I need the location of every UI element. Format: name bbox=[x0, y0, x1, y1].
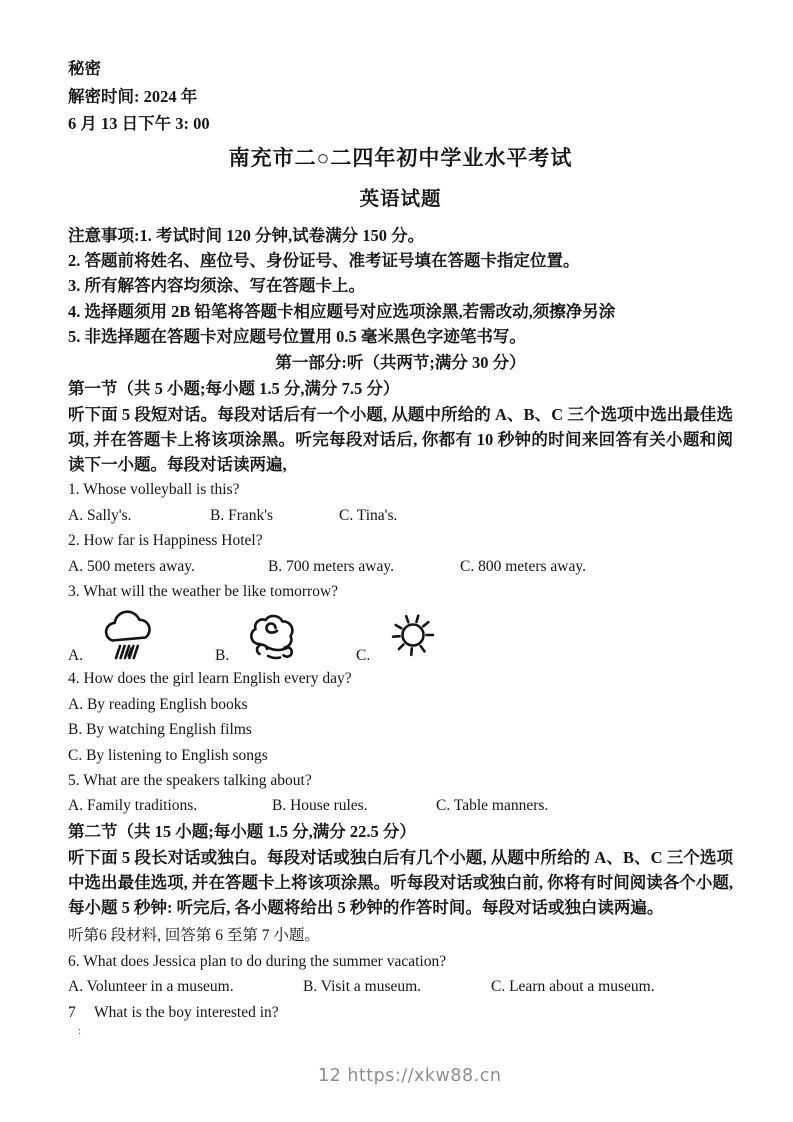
q1-option-a: A. Sally's. bbox=[68, 506, 132, 524]
section1-instructions: 听下面 5 段短对话。每段对话后有一个小题, 从题中所给的 A、B、C 三个选项中选出最佳选项, 并在答题卡上将该项涂黑。听完每段对话后, 你都有 10 秒钟的时间来回答有关小题和阅读下一小题。每段对话读两遍, bbox=[68, 404, 733, 475]
material-6-note: 听第6 段材料, 回答第 6 至第 7 小题。 bbox=[68, 926, 320, 944]
section2-heading: 第二节（共 15 小题;每小题 1.5 分,满分 22.5 分） bbox=[68, 821, 416, 841]
section2-instructions: 听下面 5 段长对话或独白。每段对话或独白后有几个小题, 从题中所给的 A、B、C 三个选项中选出最佳选项, 并在答题卡上将该项涂黑。听每段对话或独白前, 你将有时间阅读各个小题, 每小题 5 秒钟: 听完后, 各小题将给出 5 秒钟的作答时间。每段对话或独白读两遍。 bbox=[68, 847, 733, 918]
question-3-weather-options bbox=[68, 606, 733, 666]
q3-option-c-label: C. bbox=[356, 647, 371, 665]
question-5-text: 5. What are the speakers talking about? bbox=[68, 772, 312, 790]
question-4-text: 4. How does the girl learn English every day? bbox=[68, 670, 352, 688]
question-2-options bbox=[68, 554, 733, 579]
exam-title: 南充市二○二四年初中学业水平考试 bbox=[228, 145, 573, 170]
question-6-text: 6. What does Jessica plan to do during the summer vacation? bbox=[68, 952, 447, 970]
stray-scan-mark: : bbox=[78, 1025, 82, 1037]
q6-option-a: A. Volunteer in a museum. bbox=[68, 978, 234, 996]
confidential-block bbox=[68, 55, 733, 138]
q3-option-a-label: A. bbox=[68, 647, 84, 665]
q4-option-b: B. By watching English films bbox=[68, 721, 252, 739]
secret-label: 秘密 bbox=[68, 59, 101, 78]
question-2-text: 2. How far is Happiness Hotel? bbox=[68, 532, 263, 550]
decrypt-time-line1: 解密时间: 2024 年 bbox=[68, 86, 198, 106]
note-line-2: 2. 答题前将姓名、座位号、身份证号、准考证号填在答题卡指定位置。 bbox=[68, 250, 580, 270]
note-line-4: 4. 选择题须用 2B 铅笔将答题卡相应题号对应选项涂黑,若需改动,须擦净另涂 bbox=[68, 301, 616, 321]
page-footer-watermark: 12 https://xkw88.cn bbox=[318, 1066, 502, 1086]
sun-icon bbox=[390, 612, 436, 658]
q3-option-b-label: B. bbox=[215, 647, 230, 665]
q6-option-c: C. Learn about a museum. bbox=[491, 978, 655, 996]
part1-heading: 第一部分:听（共两节;满分 30 分） bbox=[275, 352, 526, 372]
question-6-options bbox=[68, 974, 733, 999]
question-5-options bbox=[68, 793, 733, 818]
q2-option-b: B. 700 meters away. bbox=[268, 557, 394, 575]
question-3-text: 3. What will the weather be like tomorrow? bbox=[68, 583, 339, 601]
q4-option-c: C. By listening to English songs bbox=[68, 746, 268, 764]
q2-option-a: A. 500 meters away. bbox=[68, 557, 195, 575]
windy-cloud-icon bbox=[245, 606, 299, 664]
q5-option-b: B. House rules. bbox=[272, 797, 368, 815]
rain-cloud-icon bbox=[100, 604, 156, 666]
note-line-3: 3. 所有解答内容均须涂、写在答题卡上。 bbox=[68, 276, 365, 296]
question-7-line bbox=[68, 1000, 733, 1025]
q4-option-a: A. By reading English books bbox=[68, 695, 248, 713]
q5-option-c: C. Table manners. bbox=[436, 797, 549, 815]
question-1-options bbox=[68, 503, 733, 528]
note-line-5: 5. 非选择题在答题卡对应题号位置用 0.5 毫米黑色字迹笔书写。 bbox=[68, 327, 526, 347]
exam-subject-title: 英语试题 bbox=[359, 188, 442, 210]
decrypt-time-line2: 6 月 13 日下午 3: 00 bbox=[68, 114, 210, 133]
q1-option-c: C. Tina's. bbox=[339, 506, 398, 524]
question-1-text: 1. Whose volleyball is this? bbox=[68, 481, 240, 499]
q1-option-b: B. Frank's bbox=[210, 506, 274, 524]
question-7-number: 7 bbox=[68, 1003, 76, 1021]
exam-notes bbox=[68, 223, 733, 350]
section1-heading: 第一节（共 5 小题;每小题 1.5 分,满分 7.5 分） bbox=[68, 378, 400, 398]
question-7-text: What is the boy interested in? bbox=[94, 1003, 279, 1021]
q5-option-a: A. Family traditions. bbox=[68, 797, 198, 815]
q6-option-b: B. Visit a museum. bbox=[303, 978, 422, 996]
q2-option-c: C. 800 meters away. bbox=[460, 557, 586, 575]
note-line-1: 注意事项:1. 考试时间 120 分钟,试卷满分 150 分。 bbox=[68, 225, 425, 245]
